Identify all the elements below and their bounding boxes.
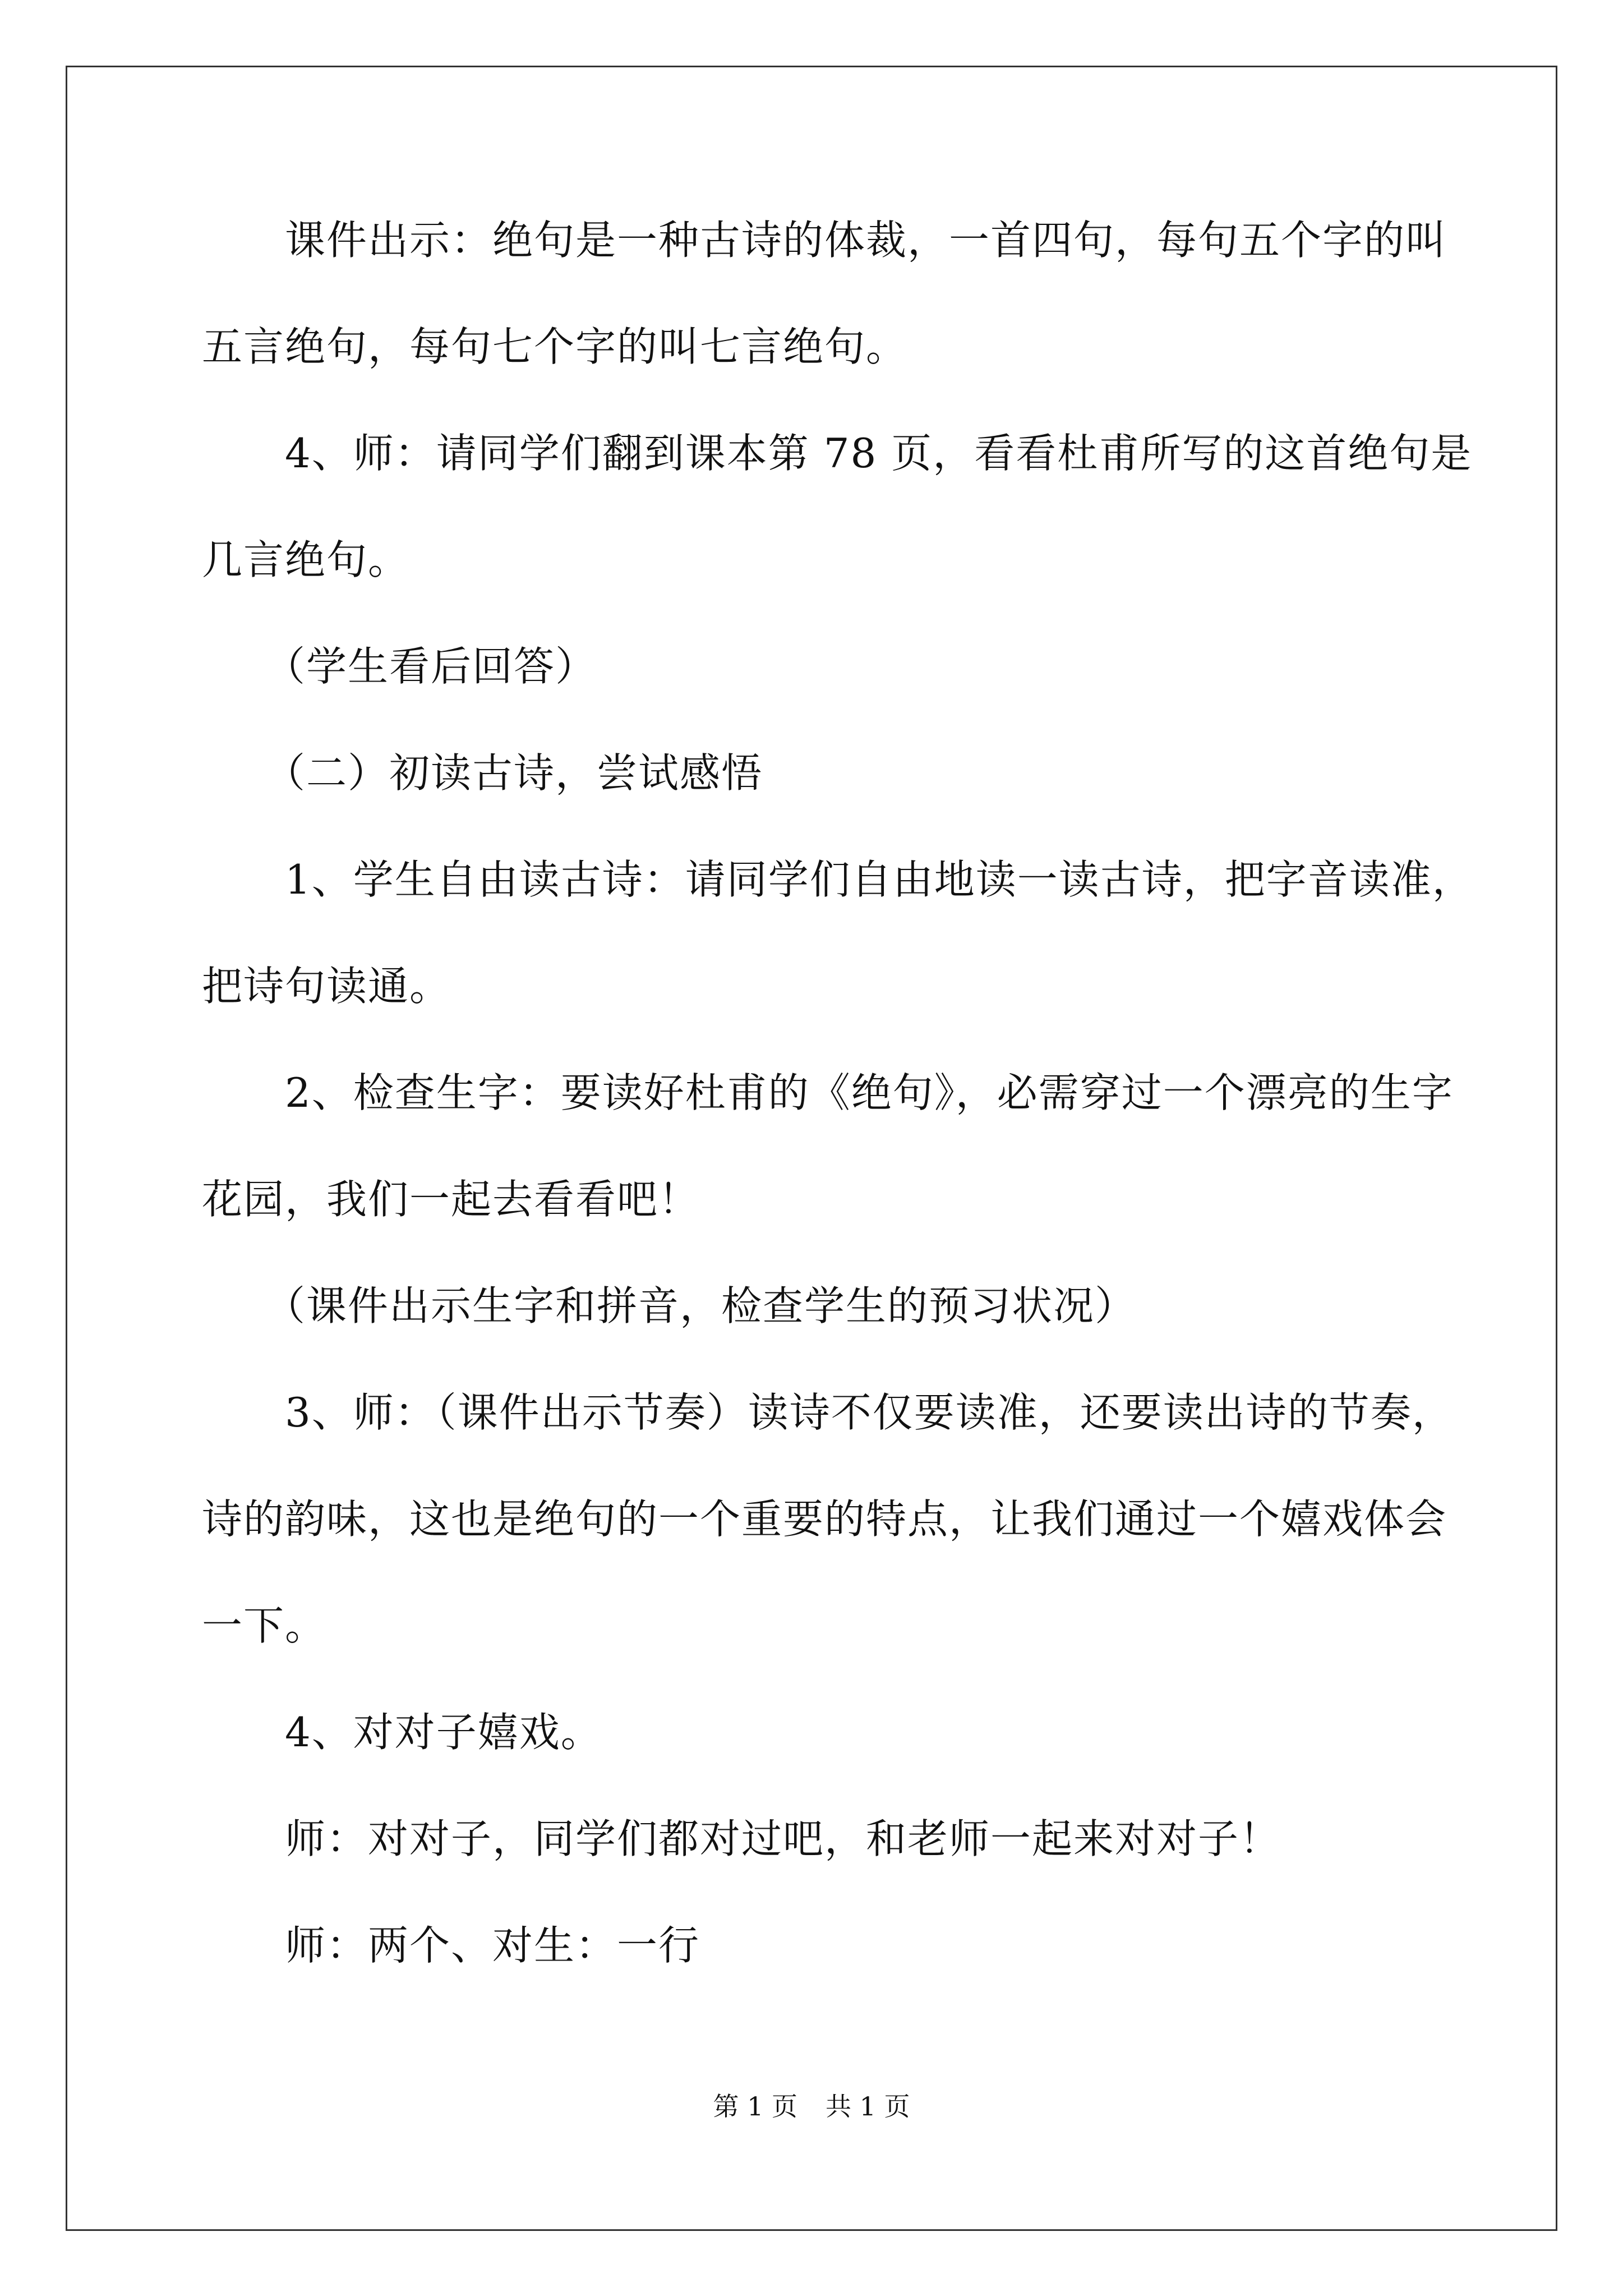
text-line-3: 4、师：请同学们翻到课本第 78 页，看看杜甫所写的这首绝句是: [202, 430, 1473, 477]
page-border: [66, 66, 1557, 2231]
text-line-4: 几言绝句。: [202, 536, 410, 583]
text-line-10: 花园，我们一起去看看吧！: [202, 1176, 700, 1223]
text-line-13: 诗的韵味，这也是绝句的一个重要的特点，让我们通过一个嬉戏体会: [202, 1496, 1447, 1543]
text-line-6: （二）初读古诗，尝试感悟: [202, 749, 763, 797]
text-line-15: 4、对对子嬉戏。: [202, 1709, 602, 1756]
page-number-total: 共 1 页: [826, 2091, 910, 2122]
page-number-current: 第 1 页: [713, 2091, 797, 2122]
text-line-7: 1、学生自由读古诗：请同学们自由地读一读古诗，把字音读准，: [202, 856, 1474, 903]
text-line-8: 把诗句读通。: [202, 963, 451, 1010]
text-line-14: 一下。: [202, 1602, 327, 1649]
text-line-11: （课件出示生字和拼音，检查学生的预习状况）: [202, 1282, 1137, 1329]
text-line-9: 2、检查生字：要读好杜甫的《绝句》，必需穿过一个漂亮的生字: [202, 1069, 1454, 1116]
page-footer: [0, 2090, 1623, 2123]
text-line-17: 师：两个、对生：一行: [202, 1922, 700, 1969]
text-line-1: 课件出示：绝句是一种古诗的体裁，一首四句，每句五个字的叫: [202, 217, 1447, 264]
text-line-2: 五言绝句，每句七个字的叫七言绝句。: [202, 323, 908, 370]
text-line-12: 3、师：（课件出示节奏）读诗不仅要读准，还要读出诗的节奏，: [202, 1389, 1454, 1436]
text-line-16: 师：对对子，同学们都对过吧，和老师一起来对对子！: [202, 1815, 1281, 1862]
text-line-5: （学生看后回答）: [202, 643, 597, 690]
